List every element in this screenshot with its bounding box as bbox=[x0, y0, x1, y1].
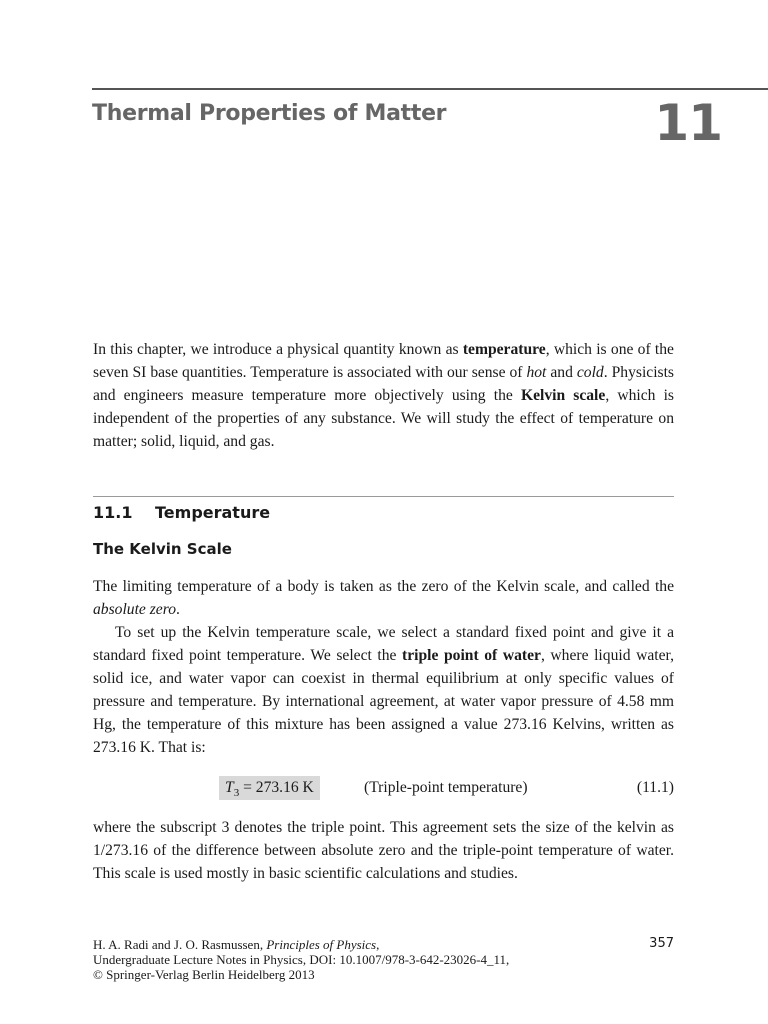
equation-note: (Triple-point temperature) bbox=[364, 779, 528, 796]
chapter-number: 11 bbox=[654, 94, 722, 152]
equation-11-1 bbox=[93, 776, 674, 800]
citation-footer bbox=[93, 937, 674, 982]
term-temperature: temperature bbox=[462, 341, 546, 358]
body-paragraph-absolute-zero: The limiting temperature of a body is taken as the zero of the Kelvin scale, and called the absolute zero. bbox=[93, 578, 674, 618]
subsection-heading: The Kelvin Scale bbox=[93, 540, 232, 558]
page-number: 357 bbox=[649, 936, 674, 951]
intro-paragraph: In this chapter, we introduce a physical quantity known as temperature, which is one of the seven SI base quantities. Temperature is associated with our sense of hot and cold. Physicists and engineers measure temperature more objectively using the Kelvin scale, which is independent of the properties of any substance. We will study the effect of temperature on matter; solid, liquid, and gas. bbox=[93, 341, 675, 450]
body-paragraph-triple-point: To set up the Kelvin temperature scale, we select a standard fixed point and give it a standard fixed point temperature. We select the triple point of water, where liquid water, solid ice, and water vapor can coexist in thermal equilibrium at only specific values of pressure and temperature. By international agreement, at water vapor pressure of 4.58 mm Hg, the temperature of this mixture has been assigned a value 273.16 Kelvins, written as 273.16 K. That is: bbox=[93, 624, 674, 756]
footer-line-3: © Springer-Verlag Berlin Heidelberg 2013 bbox=[93, 967, 315, 982]
header-rule bbox=[92, 88, 768, 90]
section-number: 11.1 bbox=[93, 503, 133, 522]
section-rule bbox=[93, 496, 674, 497]
section-heading bbox=[93, 503, 270, 522]
section-title: Temperature bbox=[155, 503, 271, 522]
chapter-title: Thermal Properties of Matter bbox=[92, 101, 447, 126]
equation-box: $T_3 = 273.16$ K bbox=[219, 776, 320, 800]
term-triple-point: triple point of water bbox=[402, 647, 541, 664]
footer-line-2: Undergraduate Lecture Notes in Physics, DOI: 10.1007/978-3-642-23026-4_11, bbox=[93, 952, 510, 967]
equation-number: (11.1) bbox=[636, 779, 674, 796]
body-paragraph-kelvin-size: where the subscript 3 denotes the triple point. This agreement sets the size of the kelvin as 1/273.16 of the difference between absolute zero and the triple-point temperature of water. This scale is used mostly in basic scientific calculations and studies. bbox=[93, 819, 674, 882]
term-kelvin-scale: Kelvin scale bbox=[520, 387, 606, 404]
footer-line-1: H. A. Radi and J. O. Rasmussen, Principles of Physics, bbox=[93, 937, 380, 952]
book-title: Principles of Physics bbox=[266, 937, 377, 952]
